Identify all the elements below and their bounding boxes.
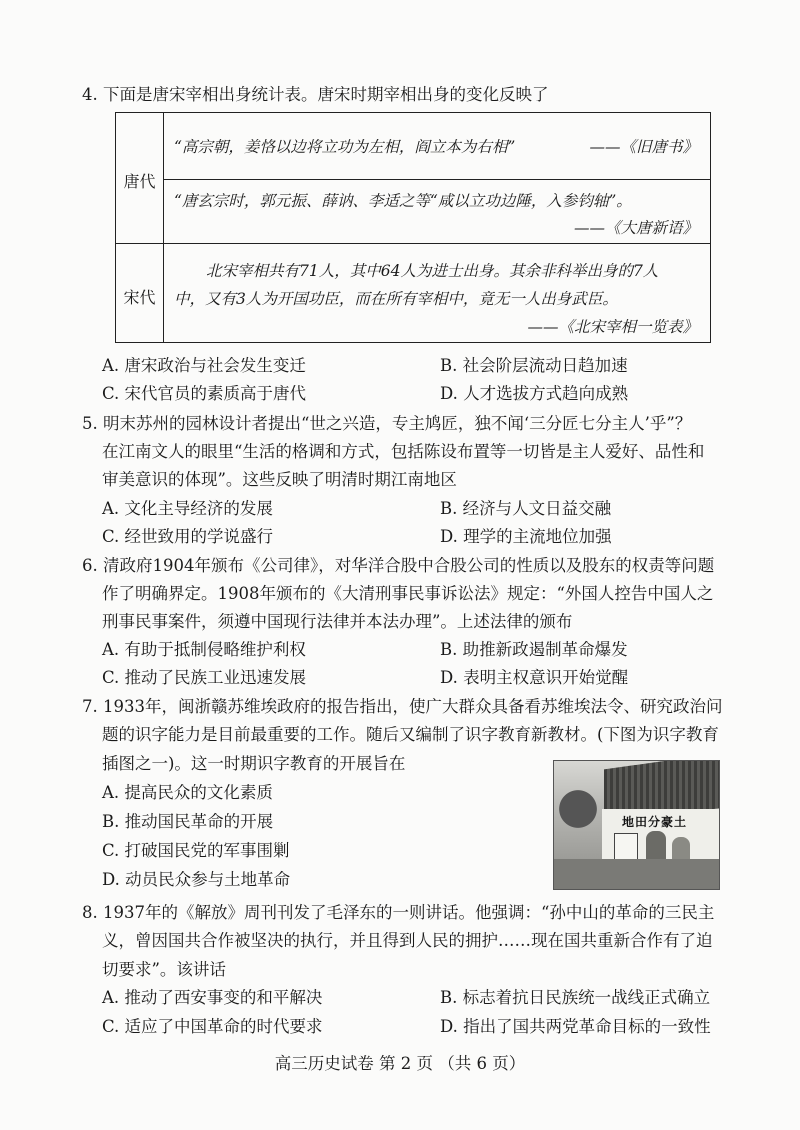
q6-stem-line-2: 作了明确界定。1908年颁布的《大清刑事民事诉讼法》规定：“外国人控告中国人之 [102,584,714,603]
illustration-sign-text: 地田分豪土 [622,815,688,829]
q6-option-c: C. 推动了民族工业迅速发展 [102,668,307,687]
q8-stem-line-3: 切要求”。该讲话 [102,960,226,979]
q4-option-d: D. 人才选拔方式趋向成熟 [440,384,629,403]
q7-stem-line-2: 题的识字能力是目前最重要的工作。随后又编制了识字教育新教材。(下图为识字教育 [102,725,719,744]
song-line-2: 中，又有3人为开国功臣，而在所有宰相中，竟无一人出身武臣。 [174,290,618,308]
table-era-song: 宋代 [123,288,156,307]
song-line-1: 北宋宰相共有71人，其中64人为进士出身。其余非科举出身的7人 [206,262,659,280]
table-divider-era [116,243,710,244]
table-divider-tang [163,179,710,180]
q4-option-a: A. 唐宋政治与社会发生变迁 [102,356,306,375]
q5-option-d: D. 理学的主流地位加强 [440,527,612,546]
q8-option-a: A. 推动了西安事变的和平解决 [102,988,323,1007]
tang-quote-1: “高宗朝，姜恪以边将立功为左相，阎立本为右相” [174,138,516,156]
q8-stem-line-1: 8. 1937年的《解放》周刊刊发了毛泽东的一则讲话。他强调：“孙中山的革命的三民主 [82,903,715,922]
tang-source-1: ——《旧唐书》 [589,138,698,156]
q7-option-b: B. 推动国民革命的开展 [102,812,274,831]
q7-option-c: C. 打破国民党的军事围剿 [102,841,290,860]
q5-stem-line-3: 审美意识的体现”。这些反映了明清时期江南地区 [102,470,457,489]
q7-option-d: D. 动员民众参与土地革命 [102,870,291,889]
q5-option-a: A. 文化主导经济的发展 [102,499,273,518]
literacy-illustration [553,760,720,890]
q5-option-b: B. 经济与人文日益交融 [440,499,612,518]
table-divider-vertical [163,113,164,342]
q6-option-a: A. 有助于抵制侵略维护利权 [102,640,306,659]
q8-option-b: B. 标志着抗日民族统一战线正式确立 [440,988,711,1007]
q8-option-c: C. 适应了中国革命的时代要求 [102,1017,323,1036]
table-era-tang: 唐代 [123,172,156,191]
page-footer: 高三历史试卷 第 2 页 （共 6 页） [274,1054,526,1073]
song-source: ——《北宋宰相一览表》 [527,318,698,336]
q7-stem-line-3: 插图之一)。这一时期识字教育的开展旨在 [102,754,406,773]
q8-stem-line-2: 义，曾因国共合作被坚决的执行，并且得到人民的拥护……现在国共重新合作有了迫 [102,931,713,950]
q7-option-a: A. 提高民众的文化素质 [102,783,273,802]
q6-stem-line-3: 刑事民事案件，须遵中国现行法律并本法办理”。上述法律的颁布 [102,612,573,631]
q8-option-d: D. 指出了国共两党革命目标的一致性 [440,1017,711,1036]
q5-option-c: C. 经世致用的学说盛行 [102,527,274,546]
q6-stem-line-1: 6. 清政府1904年颁布《公司律》，对华洋合股中合股公司的性质以及股东的权责等问题 [82,556,715,575]
tang-source-2: ——《大唐新语》 [573,219,698,237]
q7-stem-line-1: 7. 1933年，闽浙赣苏维埃政府的报告指出，使广大群众具备看苏维埃法令、研究政治问 [82,697,723,716]
q5-stem-line-2: 在江南文人的眼里“生活的格调和方式，包括陈设布置等一切皆是主人爱好、品性和 [102,442,705,461]
q4-option-c: C. 宋代官员的素质高于唐代 [102,384,307,403]
q6-option-d: D. 表明主权意识开始觉醒 [440,668,629,687]
q4-table [115,112,711,343]
q6-option-b: B. 助推新政遏制革命爆发 [440,640,628,659]
tang-quote-2: “唐玄宗时，郭元振、薛讷、李适之等“咸以立功边陲，入参钧轴”。 [174,192,632,210]
illustration-ground [554,859,719,889]
illustration-tree [558,781,598,851]
q4-stem: 4. 下面是唐宋宰相出身统计表。唐宋时期宰相出身的变化反映了 [82,85,549,104]
q5-stem-line-1: 5. 明末苏州的园林设计者提出“世之兴造，专主鸠匠，独不闻‘三分匠七分主人’乎”？ [82,414,692,433]
q4-option-b: B. 社会阶层流动日趋加速 [440,356,628,375]
